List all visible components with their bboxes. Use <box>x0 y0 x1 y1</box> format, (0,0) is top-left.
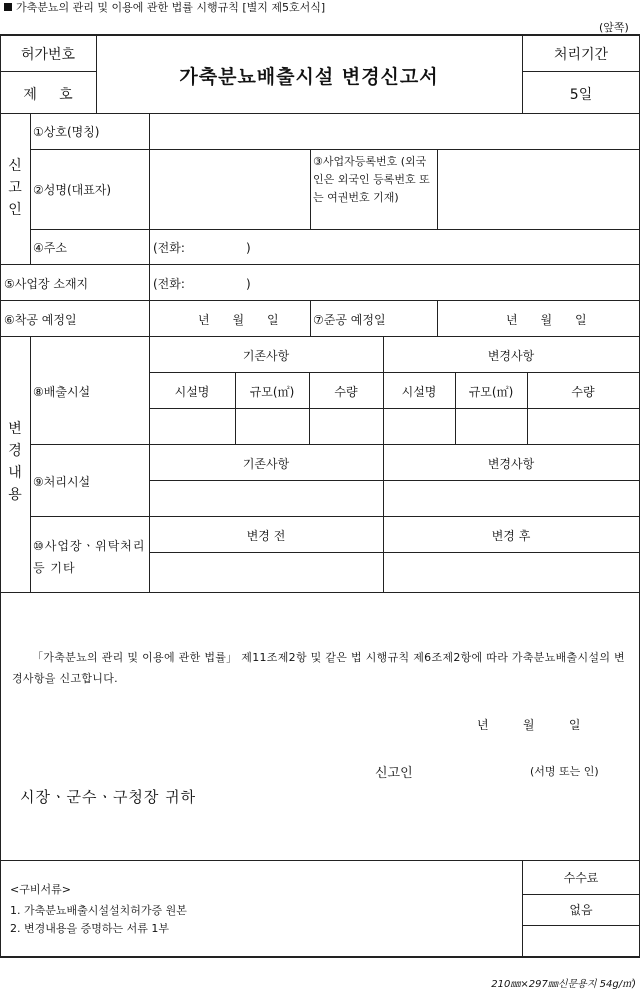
treatment-existing-header: 기존사항 <box>242 457 290 471</box>
address-label: ④주소 <box>33 241 67 255</box>
signature-or-seal-label: (서명 또는 인) <box>530 765 599 778</box>
fee-label: 수수료 <box>563 871 599 885</box>
number-label: 제 호 <box>23 87 73 103</box>
discharge-facility-label: ⑧배출시설 <box>33 385 91 399</box>
processing-period-value: 5일 <box>569 87 593 103</box>
permit-number-label: 허가번호 <box>20 47 76 63</box>
fee-value: 없음 <box>569 903 593 917</box>
registration-number-label: ③사업자등록번호 (외국인은 외국인 등록번호 또는 여권번호 기재) <box>313 155 430 204</box>
existing-facility-name-header: 시설명 <box>174 385 210 399</box>
before-change-header: 변경 전 <box>246 529 286 543</box>
site-location-label: ⑤사업장 소재지 <box>4 277 89 291</box>
document-title: 가축분뇨배출시설 변경신고서 <box>179 66 439 88</box>
required-document-1: 1. 가축분뇨배출시설설치허가증 원본 <box>10 904 187 917</box>
addressee: 시장ㆍ군수ㆍ구청장 귀하 <box>20 788 197 806</box>
business-name-label: ①상호(명칭) <box>33 125 100 139</box>
required-document-2: 2. 변경내용을 증명하는 서류 1부 <box>10 922 169 935</box>
changes-section-label: 변경내용 <box>8 421 22 503</box>
declaration-statement: 「가축분뇨의 관리 및 이용에 관한 법률」 제11조제2항 및 같은 법 시행규칙 제6조제2항에 따라 가축분뇨배출시설의 변경사항을 신고합니다. <box>12 651 625 685</box>
other-changes-label: ⑩사업장ㆍ위탁처리 등 기타 <box>33 539 146 575</box>
declaration-date: 년 월 일 <box>477 718 581 732</box>
existing-quantity-header: 수량 <box>334 385 358 399</box>
discharge-existing-header: 기존사항 <box>242 349 290 363</box>
treatment-facility-label: ⑨처리시설 <box>33 475 91 489</box>
site-location-phone: (전화: ) <box>153 277 251 291</box>
form-reference-text: 가축분뇨의 관리 및 이용에 관한 법률 시행규칙 [별지 제5호서식] <box>16 1 326 14</box>
treatment-changed-header: 변경사항 <box>487 457 535 471</box>
required-documents-heading: <구비서류> <box>10 883 71 896</box>
finish-date-value: 년 월 일 <box>506 313 587 327</box>
address-phone: (전화: ) <box>153 241 251 255</box>
start-date-value: 년 월 일 <box>198 313 279 327</box>
applicant-section-label: 신고인 <box>8 158 22 218</box>
processing-period-label: 처리기간 <box>553 47 609 63</box>
changed-quantity-header: 수량 <box>571 385 595 399</box>
square-bullet-icon <box>4 3 12 11</box>
changed-size-header: 규모(㎡) <box>468 385 514 399</box>
changed-facility-name-header: 시설명 <box>401 385 437 399</box>
representative-name-label: ②성명(대표자) <box>33 183 112 197</box>
start-date-label: ⑥착공 예정일 <box>4 313 77 327</box>
page-side: (앞쪽) <box>599 21 629 34</box>
existing-size-header: 규모(㎡) <box>249 385 295 399</box>
discharge-changed-header: 변경사항 <box>487 349 535 363</box>
paper-specification: 210㎜×297㎜신문용지 54g/㎡) <box>491 979 636 990</box>
finish-date-label: ⑦준공 예정일 <box>313 313 386 327</box>
form-reference <box>4 0 325 15</box>
after-change-header: 변경 후 <box>491 529 531 543</box>
applicant-signature-label: 신고인 <box>375 766 413 781</box>
